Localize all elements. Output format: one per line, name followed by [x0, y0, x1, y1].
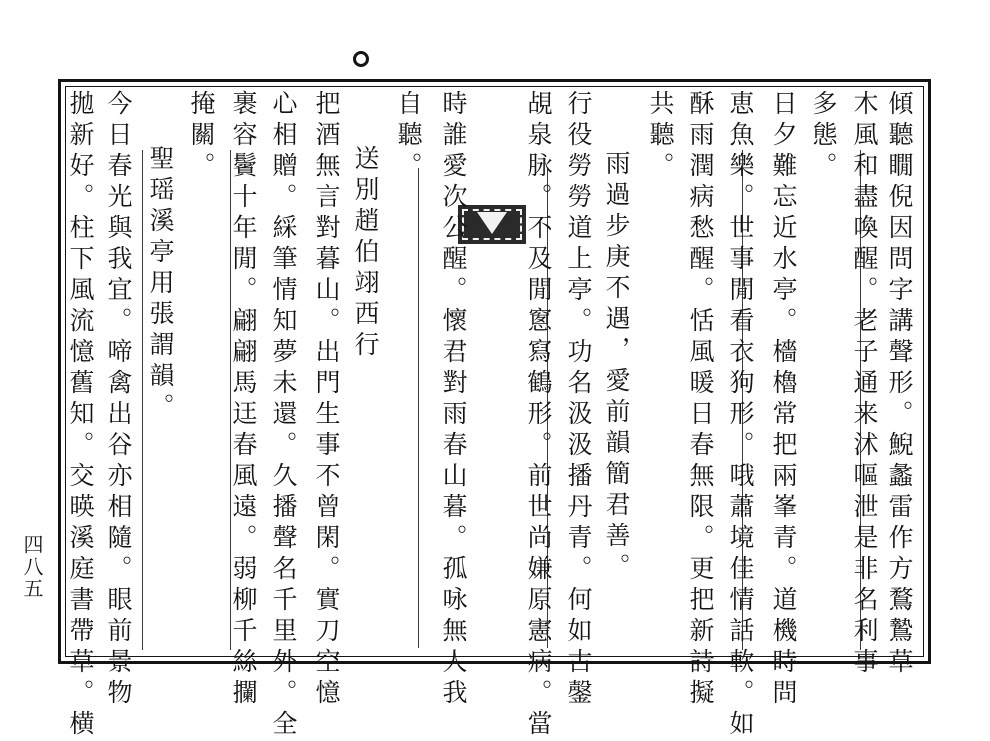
poem-title: 送別趙伯翊西行 — [351, 145, 380, 362]
text-column: 多態。 — [809, 90, 838, 183]
text-column: 傾聽瞯倪因問字講聲形。鯢蠡雷作方鶩鷙草 — [885, 90, 914, 679]
poem-title: 聖瑶溪亭用張謂韻。 — [146, 145, 175, 424]
text-column: 把酒無言對暮山。出門生事不曾閑。實刀空憶 — [312, 90, 341, 710]
page-number: 四八五 — [20, 534, 44, 600]
text-column: 時誰愛次公醒。懷君對雨春山暮。孤咏無人我 — [439, 90, 468, 710]
text-column: 掩關。 — [187, 90, 216, 183]
text-column: 行役勞勞道上亭。功名汲汲播丹青。何如古鏧 — [564, 90, 593, 710]
page-ring-mark — [353, 51, 369, 67]
text-column: 覘泉脉。不及閒窻寫鶴形。前世尚嫌原憲病。當 — [524, 90, 553, 741]
text-column: 今日春光與我宜。啼禽出谷亦相隨。眼前景物 — [104, 90, 133, 710]
text-column: 恵魚樂。世事閒看衣狗形。哦蕭境佳情話軟。如 — [726, 90, 755, 741]
column-rule — [418, 168, 419, 648]
text-column: 共聽。 — [646, 90, 675, 183]
text-column: 雨過步庚不遇，愛前韻簡君善。 — [602, 150, 631, 584]
text-column: 裹容鬢十年閒。翩翩馬迋春風遠。弱柳千絲攔 — [229, 90, 258, 710]
text-column: 酥雨潤病愁醒。恬風暖日春無限。更把新詩擬 — [686, 90, 715, 710]
text-column: 心相贈。綵筆情知夢未還。久播聲名千里外。全 — [269, 90, 298, 741]
text-column: 木風和盡喚醒。老子通来沭嘔泄是非名利事 — [850, 90, 879, 679]
text-column: 日夕難忘近水亭。檣櫓常把兩峯青。道機時問 — [769, 90, 798, 710]
text-column: 拋新好。柱下風流憶舊知。交暎溪庭書帶草。横 — [66, 90, 95, 741]
text-column: 自聽。 — [394, 90, 423, 183]
